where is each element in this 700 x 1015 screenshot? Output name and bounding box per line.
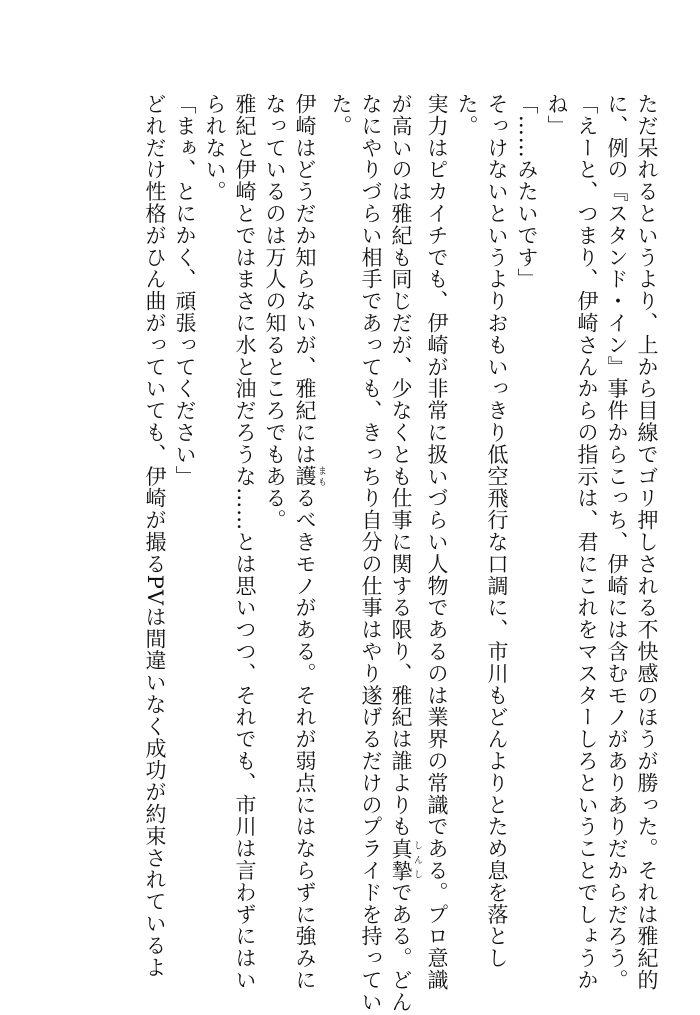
text-line-12-tail: るべきモノがある。それが弱点にはならずに強みに — [293, 487, 317, 991]
ruby-mamoru-reading: まも — [316, 465, 326, 488]
text-line-1: ただ呆れるというより、上から目線でゴリ押しされる不快感のほうが勝った。それは雅紀的 — [635, 93, 659, 991]
text-line-16: 「まぁ、とにかく、頑張ってください」 — [173, 93, 197, 488]
text-line-10: なにやりづらい相手であっても、きっちり自分の仕事はやり遂げるだけのプライドを持ってい — [359, 93, 383, 1013]
vertical-text-body — [26, 93, 662, 1013]
text-line-4: ね」 — [545, 93, 569, 137]
ruby-mamoru — [293, 465, 326, 488]
text-line-9-tail: である。どん — [389, 881, 413, 1013]
ruby-shinshi — [389, 837, 422, 882]
text-line-9 — [386, 93, 422, 1013]
text-line-7: た。 — [455, 93, 479, 137]
text-line-15: られない。 — [203, 93, 227, 203]
text-line-2: に、例の『スタンド・イン』事件からこっち、伊崎には含むモノがありありだからだろう。 — [605, 93, 629, 991]
ruby-shinshi-base: 真摯 — [389, 837, 413, 882]
text-line-3: 「えーと、つまり、伊崎さんからの指示は、君にこれをマスターしろということでしょうか — [575, 93, 599, 991]
text-line-5: 「……みたいです」 — [515, 93, 539, 291]
text-line-14: 雅紀と伊崎とではまさに水と油だろうな……とは思いつつ、それでも、市川は言わずにはい — [233, 93, 257, 991]
text-line-17: どれだけ性格がひん曲がっていても、伊崎が撮るPVは間違いなく成功が約束されているよ — [143, 93, 167, 979]
text-line-12-head: 伊崎はどうだか知らないが、雅紀には — [293, 93, 317, 466]
ruby-shinshi-reading: しんし — [412, 837, 422, 882]
ruby-mamoru-base: 護 — [293, 465, 317, 488]
text-line-11: た。 — [329, 93, 353, 137]
text-line-6: そっけないというよりおもいっきり低空飛行な口調に、市川もどんよりとため息を落とし — [485, 93, 509, 969]
text-line-9-head: が高いのは雅紀も同じだが、少なくとも仕事に関する限り、雅紀は誰よりも — [389, 93, 413, 838]
text-line-8: 実力はピカイチでも、伊崎が非常に扱いづらい人物であるのは業界の常識である。プロ意識 — [425, 93, 449, 991]
text-line-13: なっているのは万人の知るところでもある。 — [263, 93, 287, 531]
text-line-12 — [290, 93, 326, 991]
